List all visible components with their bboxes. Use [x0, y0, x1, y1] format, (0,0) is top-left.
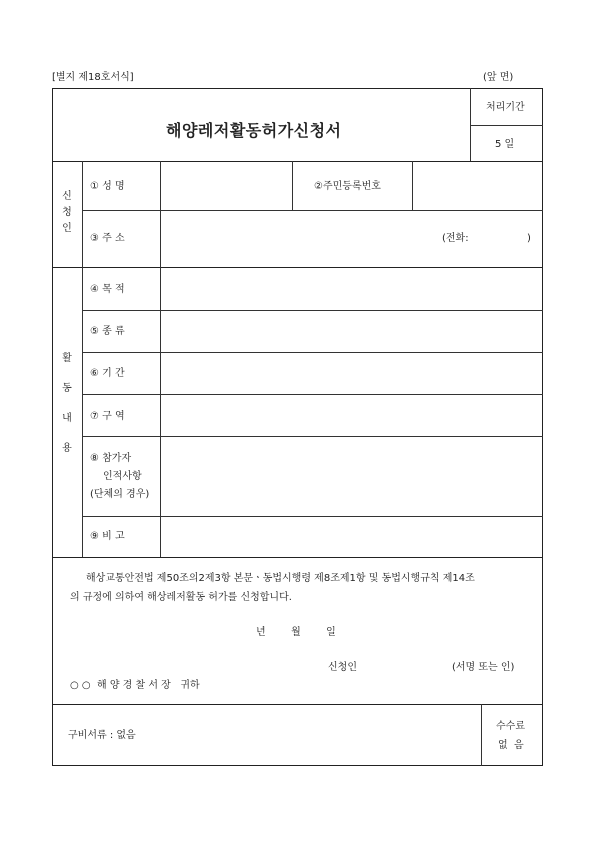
name-field[interactable]: [161, 162, 291, 209]
activity-section-label: [60, 353, 74, 455]
resident-number-field[interactable]: [413, 162, 542, 209]
section-char: 용: [62, 443, 72, 454]
section-char: 내: [62, 413, 72, 424]
applicant-sign-field[interactable]: [370, 656, 448, 678]
processing-period-label: 처리기간: [486, 102, 525, 113]
divider: [82, 161, 83, 267]
purpose-label: ④ 목 적: [90, 284, 125, 295]
section-char: 동: [62, 383, 72, 394]
phone-label: (전화:: [442, 233, 469, 244]
purpose-field[interactable]: [161, 268, 542, 309]
fee-label: 수수료: [496, 721, 525, 732]
divider: [52, 557, 543, 558]
page-side-label: (앞 면): [483, 72, 514, 83]
participants-label-line2: 인적사항: [103, 471, 142, 482]
divider: [470, 125, 543, 126]
divider: [52, 704, 543, 705]
form-title: 해양레저활동허가신청서: [166, 121, 342, 140]
area-field[interactable]: [161, 395, 542, 436]
section-char: 활: [62, 353, 72, 364]
fee-value: 없 음: [498, 740, 524, 751]
form-number: [별지 제18호서식]: [52, 72, 134, 83]
participants-field[interactable]: [161, 437, 542, 515]
type-label: ⑤ 종 류: [90, 326, 125, 337]
remarks-label: ⑨ 비 고: [90, 531, 125, 542]
participants-label-line3: (단체의 경우): [90, 489, 150, 500]
divider: [292, 161, 293, 210]
statement-line2: 의 규정에 의하여 해상레저활동 허가를 신청합니다.: [70, 592, 292, 603]
recipient: ○ ○ 해 양 경 찰 서 장 귀하: [70, 680, 200, 691]
applicant-sign-label: 신청인: [328, 662, 357, 673]
section-char: 인: [62, 223, 72, 234]
phone-close: ): [527, 233, 531, 244]
period-label: ⑥ 기 간: [90, 368, 125, 379]
phone-field[interactable]: [473, 225, 525, 249]
resident-number-label: ②주민등록번호: [314, 181, 381, 192]
participants-label-line1: ⑧ 참가자: [90, 453, 132, 464]
section-char: 신: [62, 191, 72, 202]
address-label: ③ 주 소: [90, 233, 125, 244]
period-field[interactable]: [161, 353, 542, 394]
address-field[interactable]: [161, 211, 431, 266]
type-field[interactable]: [161, 311, 542, 352]
divider: [481, 704, 482, 766]
remarks-field[interactable]: [161, 517, 542, 556]
statement-line1: 해상교통안전법 제50조의2제3항 본문ㆍ동법시행령 제8조제1항 및 동법시행규칙 제14조: [86, 573, 475, 584]
applicant-section-label: [60, 191, 74, 235]
section-char: 청: [62, 207, 72, 218]
processing-period-value: 5 일: [495, 139, 515, 150]
area-label: ⑦ 구 역: [90, 411, 125, 422]
sign-or-seal-note: (서명 또는 인): [452, 662, 515, 673]
name-label: ① 성 명: [90, 181, 125, 192]
required-documents: 구비서류 : 없음: [68, 730, 136, 741]
application-date: 년 월 일: [256, 627, 336, 638]
